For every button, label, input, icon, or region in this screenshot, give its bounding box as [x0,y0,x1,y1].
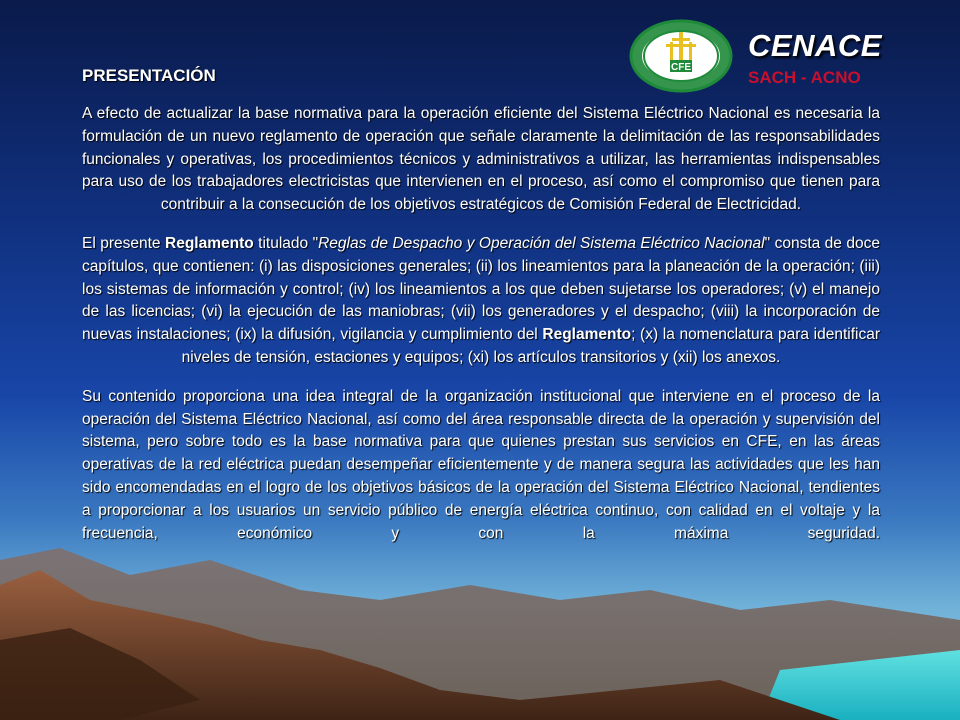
paragraph-2 [82,233,880,370]
p2-rest: " consta de doce capítulos, que contienen: (i) las disposiciones generales; (ii) los lineamientos para la planeación de la operación; (iii) los sistemas de información y control; (iv) los lineamientos a los que deben sujetarse los operadores; (v) el manejo de las licencias; (vi) la ejecución de las maniobras; (vii) los generadores y el despacho; (viii) la incorporación de nuevas instalaciones; (ix) la difusión, vigilancia y cumplimiento del [82,234,880,344]
page-title: PRESENTACIÓN [82,66,216,85]
paragraph-1: A efecto de actualizar la base normativa para la operación eficiente del Sistema Eléctrico Nacional es necesaria la formulación de un nuevo reglamento de operación que señale claramente la delimitación de las responsabilidades funcionales y operativas, los procedimientos técnicos y administrativos a utilizar, las herramientas indispensables para uso de los trabajadores electricistas que intervienen en el proceso, así como el compromiso que tienen para contribuir a la consecución de los objetivos estratégicos de Comisión Federal de Electricidad. [82,105,880,214]
p2-end: ; (x) la nomenclatura para identificar niveles de tensión, estaciones y equipos; (xi) los artículos transitorios y (xii) los anexos. [181,326,880,366]
cfe-seal-logo [628,18,734,94]
brand-subtitle: SACH - ACNO [748,68,861,87]
p2-term-reglamento-2: Reglamento [542,326,632,344]
paragraph-3: Su contenido proporciona una idea integral de la organización institucional que interviene en el proceso de la operación del Sistema Eléctrico Nacional, así como del área responsable directa de la operación y supervisión del sistema, pero sobre todo es la base normativa para que quienes prestan sus servicios en CFE, en las áreas operativas de la red eléctrica puedan desempeñar eficientemente y de manera segura las actividades que les han sido encomendadas en el logro de los objetivos básicos de la operación del Sistema Eléctrico Nacional, tendientes a proporcionar a los usuarios un servicio público de energía eléctrica continuo, con calidad en el voltaje y la frecuencia, económico y con la máxima seguridad. [82,387,880,542]
svg-text:CFE: CFE [671,62,691,73]
p2-mid: titulado " [253,234,319,252]
p2-intro: El presente [82,234,165,252]
p2-term-reglamento: Reglamento [165,234,254,252]
brand-name: CENACE [748,28,882,63]
p2-document-title: Reglas de Despacho y Operación del Sistema Eléctrico Nacional [318,234,765,252]
presentation-body [82,103,880,545]
